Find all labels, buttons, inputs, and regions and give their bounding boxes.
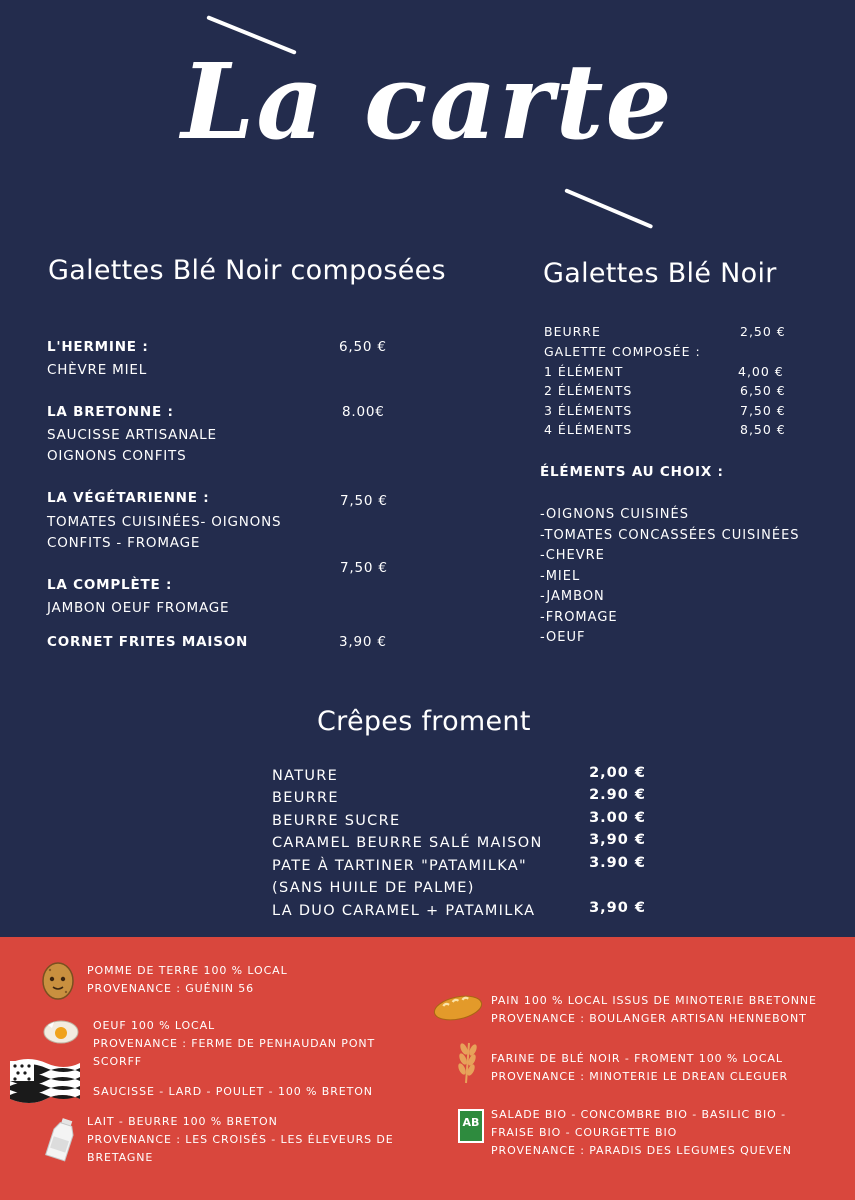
egg-icon xyxy=(42,1017,80,1045)
section-heading-galettes-ble-noir: Galettes Blé Noir xyxy=(543,258,777,289)
crepe-price: 3.00 € xyxy=(589,810,646,826)
choice-item: -OEUF xyxy=(540,630,586,645)
wheat-icon xyxy=(452,1037,482,1085)
price-row-label: 4 ÉLÉMENTS xyxy=(544,422,633,437)
provenance-text xyxy=(491,992,817,1028)
provenance-line: PROVENANCE : GUÉNIN 56 xyxy=(87,982,255,995)
potato-icon xyxy=(40,961,76,1001)
provenance-text xyxy=(491,1050,788,1086)
price-row-label: 2 ÉLÉMENTS xyxy=(544,383,633,398)
provenance-line: PROVENANCE : PARADIS DES LEGUMES QUEVEN xyxy=(491,1144,792,1157)
page-title: La carte xyxy=(181,40,674,163)
price-row-label: 3 ÉLÉMENTS xyxy=(544,403,633,418)
bread-icon xyxy=(432,991,484,1025)
choice-item: -JAMBON xyxy=(540,589,605,604)
item-description: SAUCISSE ARTISANALE xyxy=(47,427,217,443)
provenance-line: PROVENANCE : LES CROISÉS - LES ÉLEVEURS DE xyxy=(87,1133,394,1146)
choice-item: -MIEL xyxy=(540,569,581,584)
svg-text:AB: AB xyxy=(462,1116,480,1129)
item-price: 7,50 € xyxy=(340,493,388,509)
provenance-line: PROVENANCE : BOULANGER ARTISAN HENNEBONT xyxy=(491,1012,807,1025)
crepe-price: 2.90 € xyxy=(589,787,646,803)
crepe-label: NATURE xyxy=(272,768,339,784)
provenance-text xyxy=(87,1113,394,1167)
price-row-price: 4,00 € xyxy=(738,364,784,379)
provenance-line: FRAISE BIO - COURGETTE BIO xyxy=(491,1126,678,1139)
item-price: 6,50 € xyxy=(339,339,387,355)
item-name: LA VÉGÉTARIENNE : xyxy=(47,490,210,506)
crepe-price: 3,90 € xyxy=(589,900,646,916)
item-description: JAMBON OEUF FROMAGE xyxy=(47,600,230,616)
item-name: L'HERMINE : xyxy=(47,339,149,355)
provenance-footer xyxy=(0,937,855,1200)
choice-heading: ÉLÉMENTS AU CHOIX : xyxy=(540,464,724,480)
provenance-line: POMME DE TERRE 100 % LOCAL xyxy=(87,964,288,977)
crepe-price: 2,00 € xyxy=(589,765,646,781)
item-name: LA BRETONNE : xyxy=(47,404,174,420)
item-name: CORNET FRITES MAISON xyxy=(47,634,249,650)
price-row-label: 1 ÉLÉMENT xyxy=(544,364,624,379)
provenance-line: SAUCISSE - LARD - POULET - 100 % BRETON xyxy=(93,1085,373,1098)
breton-flag-icon xyxy=(8,1055,82,1105)
item-price: 7,50 € xyxy=(340,560,388,576)
provenance-line: PROVENANCE : FERME DE PENHAUDAN PONT xyxy=(93,1037,376,1050)
crepe-label: (SANS HUILE DE PALME) xyxy=(272,880,475,896)
item-description: OIGNONS CONFITS xyxy=(47,448,187,464)
provenance-text xyxy=(87,962,288,998)
choice-item: -TOMATES CONCASSÉES CUISINÉES xyxy=(540,528,800,543)
provenance-text xyxy=(93,1017,375,1071)
milk-bottle-icon xyxy=(44,1117,80,1163)
provenance-line: PAIN 100 % LOCAL ISSUS DE MINOTERIE BRETONNE xyxy=(491,994,817,1007)
price-row-price: 2,50 € xyxy=(740,324,786,339)
price-row-price: 6,50 € xyxy=(740,383,786,398)
item-price: 3,90 € xyxy=(339,634,387,650)
crepe-label: CARAMEL BEURRE SALÉ MAISON xyxy=(272,835,543,851)
price-row-price: 7,50 € xyxy=(740,403,786,418)
organic-label-icon xyxy=(458,1109,484,1143)
item-description: CONFITS - FROMAGE xyxy=(47,535,201,551)
choice-item: -FROMAGE xyxy=(540,610,618,625)
price-row-label: BEURRE xyxy=(544,324,601,339)
crepe-label: LA DUO CARAMEL + PATAMILKA xyxy=(272,903,536,919)
item-price: 8.00€ xyxy=(342,404,385,420)
section-heading-galettes-composees: Galettes Blé Noir composées xyxy=(48,255,446,286)
crepe-price: 3.90 € xyxy=(589,855,646,871)
provenance-line: SALADE BIO - CONCOMBRE BIO - BASILIC BIO - xyxy=(491,1108,786,1121)
item-description: CHÈVRE MIEL xyxy=(47,362,148,378)
choice-item: -CHEVRE xyxy=(540,548,605,563)
provenance-line: LAIT - BEURRE 100 % BRETON xyxy=(87,1115,278,1128)
provenance-text xyxy=(491,1106,792,1160)
crepe-label: BEURRE xyxy=(272,790,339,806)
provenance-line: OEUF 100 % LOCAL xyxy=(93,1019,216,1032)
provenance-line: PROVENANCE : MINOTERIE LE DREAN CLEGUER xyxy=(491,1070,789,1083)
provenance-line: FARINE DE BLÉ NOIR - FROMENT 100 % LOCAL xyxy=(491,1052,783,1065)
title-decoration-bottom xyxy=(564,188,653,229)
crepe-price: 3,90 € xyxy=(589,832,646,848)
crepe-label: PATE À TARTINER "PATAMILKA" xyxy=(272,858,527,874)
item-description: TOMATES CUISINÉES- OIGNONS xyxy=(47,514,282,530)
provenance-text xyxy=(93,1083,373,1101)
crepe-label: BEURRE SUCRE xyxy=(272,813,401,829)
price-row-price: 8,50 € xyxy=(740,422,786,437)
section-heading-crepes: Crêpes froment xyxy=(317,706,531,737)
item-name: LA COMPLÈTE : xyxy=(47,577,173,593)
provenance-line: BRETAGNE xyxy=(87,1151,154,1164)
provenance-line: SCORFF xyxy=(93,1055,143,1068)
choice-item: -OIGNONS CUISINÉS xyxy=(540,507,689,522)
price-row-label: GALETTE COMPOSÉE : xyxy=(544,344,701,359)
